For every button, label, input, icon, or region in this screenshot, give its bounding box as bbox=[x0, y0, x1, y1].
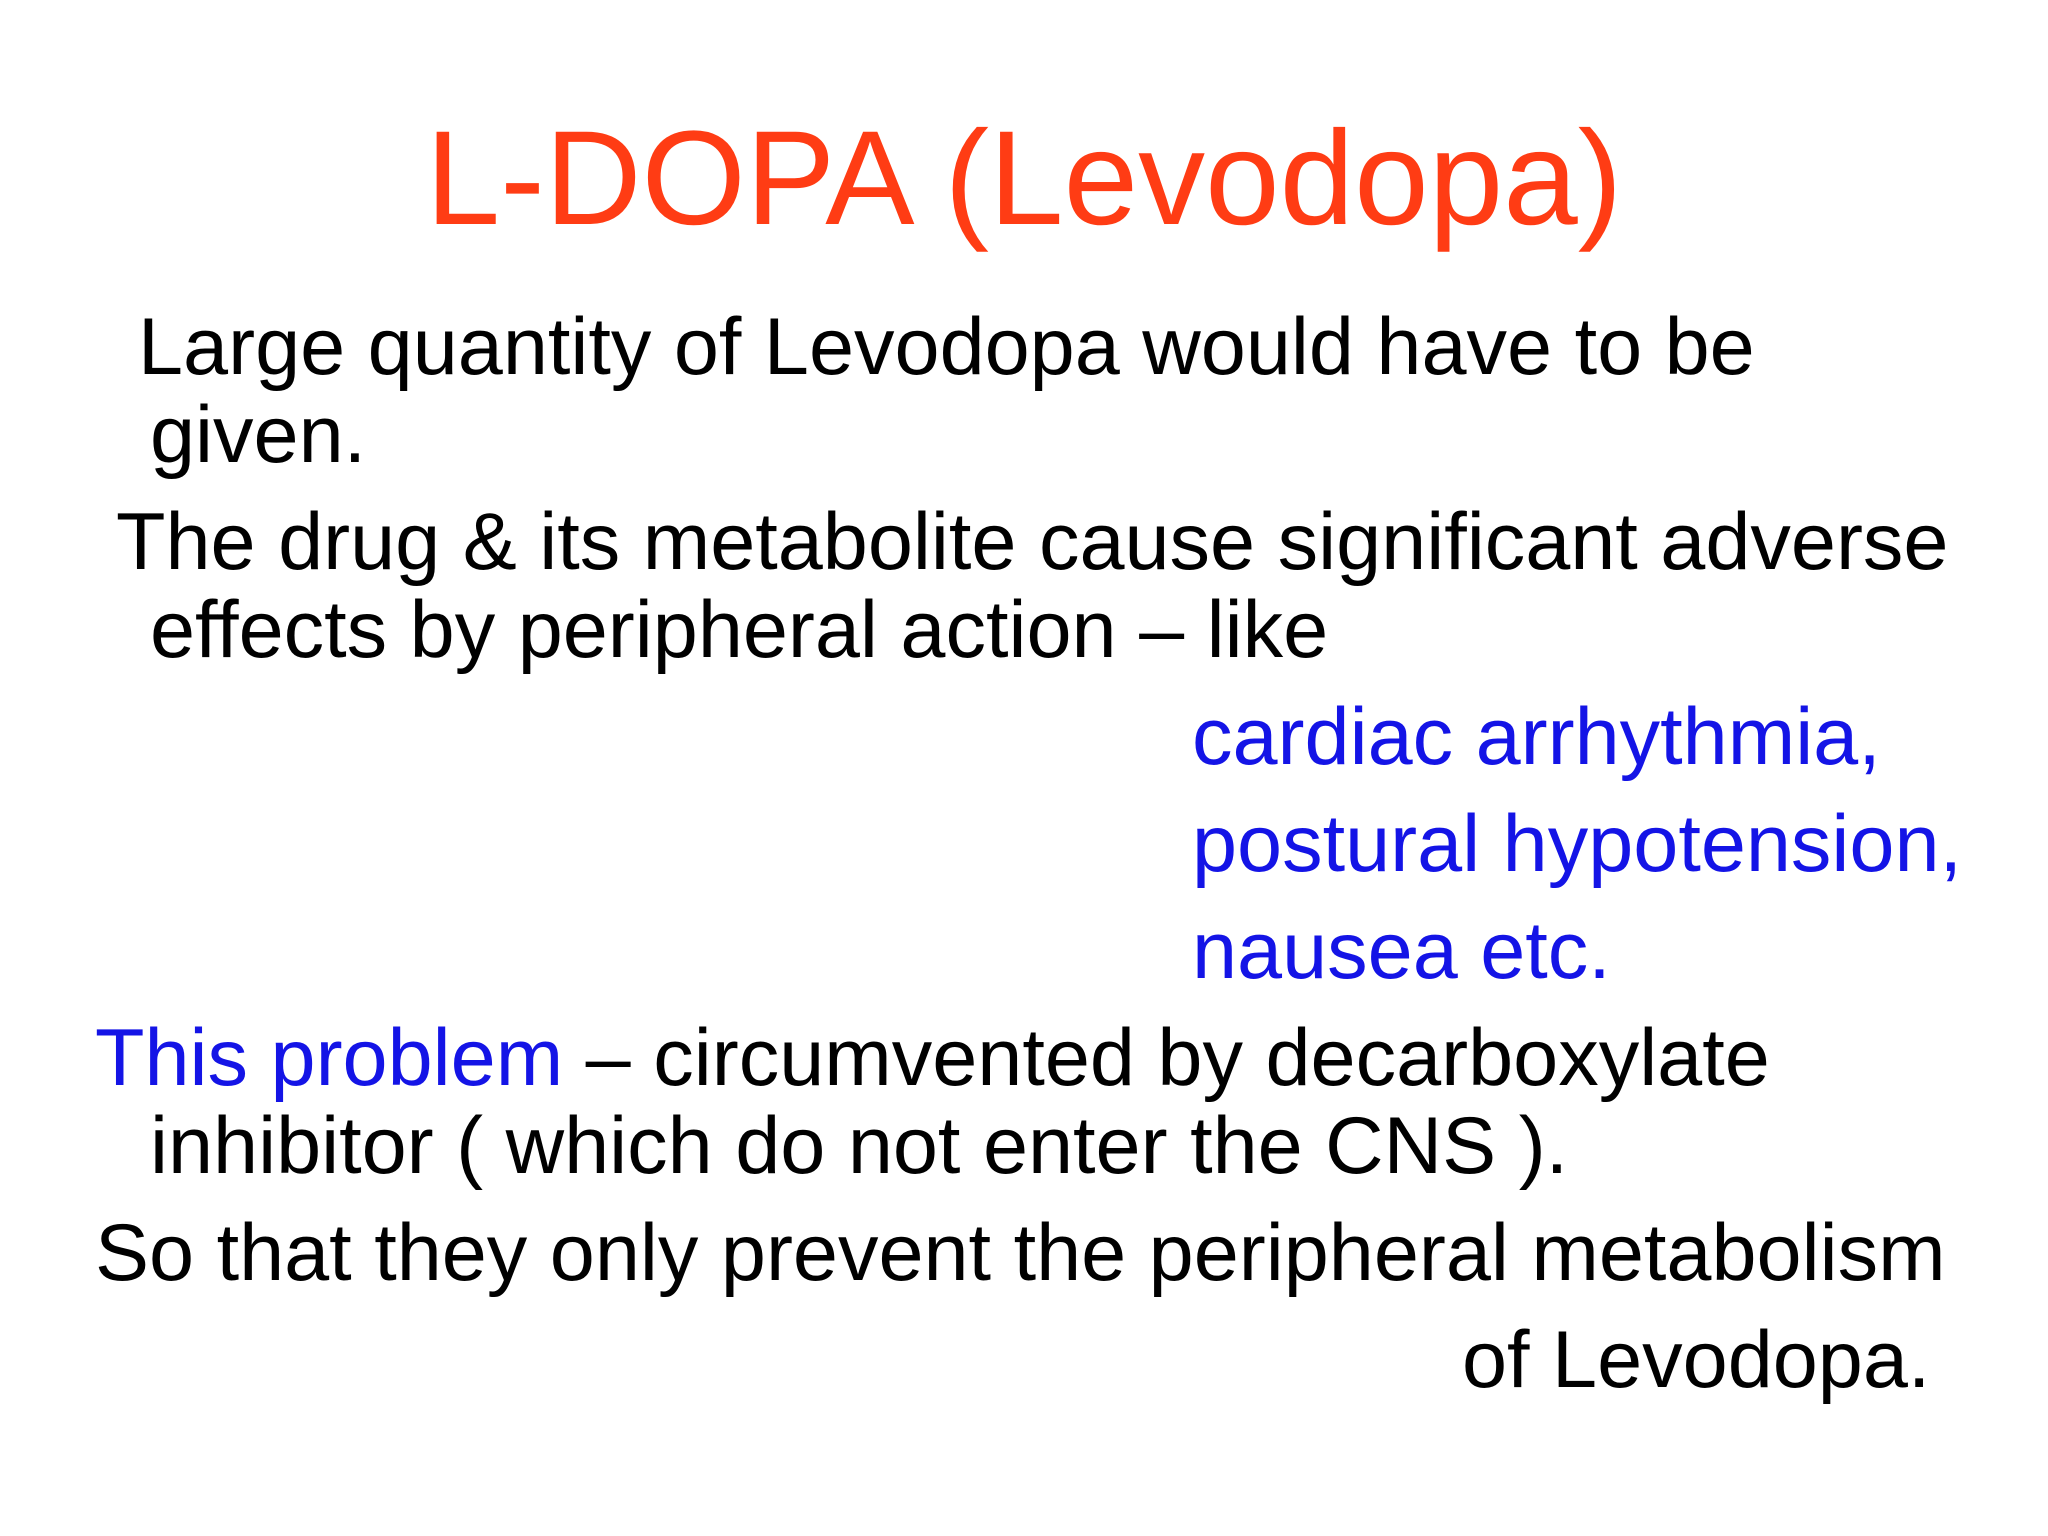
slide-title: L-DOPA (Levodopa) bbox=[425, 104, 1623, 253]
point4-line1: So that they only prevent the peripheral metabolism bbox=[95, 1208, 1946, 1298]
point3-highlight: This problem bbox=[95, 1013, 564, 1103]
point2-line2: effects by peripheral action – like bbox=[150, 585, 1329, 675]
effect-cardiac-arrhythmia: cardiac arrhythmia, bbox=[1192, 692, 1881, 782]
point1-line2: given. bbox=[150, 390, 367, 480]
point3-rest: – circumvented by decarboxylate bbox=[563, 1013, 1770, 1103]
point1-line1: Large quantity of Levodopa would have to be bbox=[138, 302, 1755, 392]
point3-line1 bbox=[95, 1013, 1770, 1103]
point2-line1: The drug & its metabolite cause significant adverse bbox=[116, 497, 1949, 587]
effect-postural-hypotension: postural hypotension, bbox=[1192, 799, 1963, 889]
effect-nausea: nausea etc. bbox=[1192, 906, 1611, 996]
point3-line2: inhibitor ( which do not enter the CNS ). bbox=[150, 1101, 1569, 1191]
point4-line2: of Levodopa. bbox=[1462, 1315, 1931, 1405]
